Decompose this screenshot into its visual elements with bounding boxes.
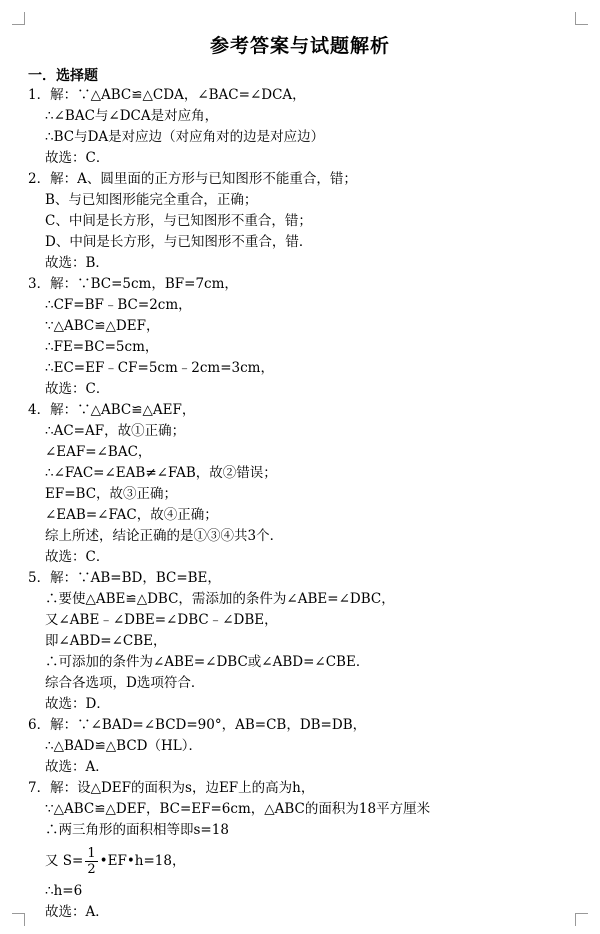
text-line: ∴两三角形的面积相等即s=18 — [45, 822, 229, 838]
text-line: 7．解：设△DEF的面积为s，边EF上的高为h， — [28, 780, 315, 796]
text-line: ∴BC与DA是对应边（对应角对的边是对应边） — [45, 129, 325, 145]
text-line: ∴EC=EF﹣CF=5cm﹣2cm=3cm， — [45, 360, 274, 376]
text-line: ∴∠BAC与∠DCA是对应角， — [45, 108, 219, 124]
answer-tail-lines — [0, 881, 600, 923]
text-line: D、中间是长方形，与已知图形不重合，错． — [45, 234, 313, 250]
text-line: 故选：B． — [45, 255, 109, 271]
formula-suffix: •EF•h=18， — [99, 852, 186, 869]
text-line: ∴要使△ABE≌△DBC，需添加的条件为∠ABE=∠DBC， — [45, 591, 395, 607]
text-line: ∴∠FAC=∠EAB≠∠FAB，故②错误； — [45, 465, 277, 481]
text-line: ∴AC=AF，故①正确； — [45, 423, 186, 439]
fraction-numerator: 1 — [87, 845, 96, 861]
document-title: 参考答案与试题解析 — [209, 35, 390, 57]
text-line: 又∠ABE﹣∠DBE=∠DBC﹣∠DBE， — [45, 612, 278, 628]
text-line: ∴可添加的条件为∠ABE=∠DBC或∠ABD=∠CBE． — [45, 654, 370, 670]
text-line: 故选：A． — [45, 759, 109, 775]
text-line: 6．解：∵∠BAD=∠BCD=90°，AB=CB，DB=DB， — [28, 717, 367, 733]
text-line: ∴△BAD≌△BCD（HL）． — [45, 738, 202, 754]
text-line: 故选：D． — [45, 696, 110, 712]
text-line: 4．解：∵△ABC≌△AEF， — [28, 402, 196, 418]
fraction-formula-line — [0, 841, 600, 881]
text-line: 综上所述，结论正确的是①③④共3个． — [45, 528, 284, 544]
crop-mark-top-right — [575, 12, 588, 25]
text-line: ∵△ABC≌△DEF，BC=EF=6cm，△ABC的面积为18平方厘米 — [45, 801, 431, 817]
answer-body — [0, 85, 600, 923]
formula-prefix: 又 S= — [45, 852, 84, 869]
text-line: 3．解：∵BC=5cm，BF=7cm， — [28, 276, 238, 292]
section-heading: 一．选择题 — [28, 68, 98, 84]
fraction — [85, 846, 97, 877]
text-line: 故选：C． — [45, 549, 110, 565]
text-line: C、中间是长方形，与已知图形不重合，错； — [45, 213, 312, 229]
answer-lines — [0, 85, 600, 841]
text-line: 故选：C． — [45, 381, 110, 397]
text-line: ∵△ABC≌△DEF， — [45, 318, 160, 334]
text-line: 综合各选项，D选项符合． — [45, 675, 205, 691]
text-line: ∴CF=BF﹣BC=2cm， — [45, 297, 192, 313]
text-line: 2．解：A、圆里面的正方形与已知图形不能重合，错； — [28, 171, 357, 187]
text-line: B、与已知图形能完全重合，正确； — [45, 192, 258, 208]
text-line: ∠EAF=∠BAC， — [45, 444, 152, 460]
text-line: EF=BC，故③正确； — [45, 486, 178, 502]
text-line: 故选：C． — [45, 150, 110, 166]
crop-mark-top-left — [12, 12, 25, 25]
text-line: 故选：A． — [45, 904, 109, 920]
fraction-denominator: 2 — [87, 861, 96, 877]
text-line: ∠EAB=∠FAC，故④正确； — [45, 507, 218, 523]
text-line: 即∠ABD=∠CBE， — [45, 633, 167, 649]
text-line: 5．解：∵AB=BD，BC=BE， — [28, 570, 221, 586]
text-line: ∴FE=BC=5cm， — [45, 339, 159, 355]
text-line: ∴h=6 — [45, 883, 83, 899]
text-line: 1．解：∵△ABC≌△CDA，∠BAC=∠DCA， — [28, 87, 306, 103]
